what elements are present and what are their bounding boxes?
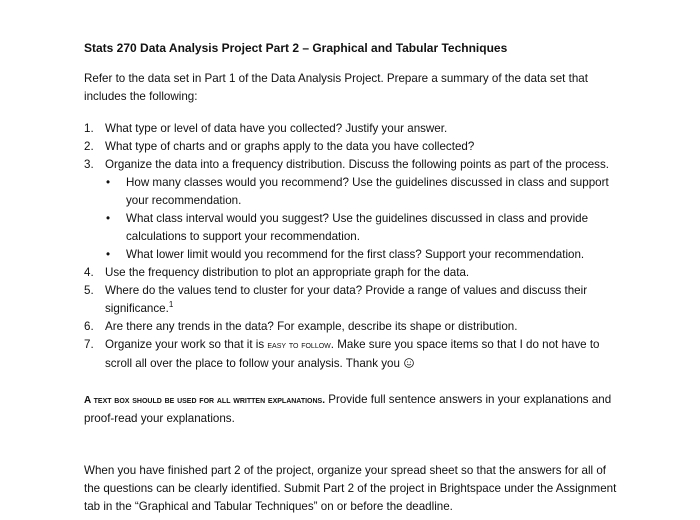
item-number: 1.: [84, 122, 94, 135]
item-number: 4.: [84, 266, 94, 279]
small-caps-phrase: easy to follow: [267, 340, 331, 351]
sub-item-text: What class interval would you suggest? Use the guidelines discussed in class and provide calculations to support your recommendation.: [126, 212, 589, 243]
bullet-icon: •: [106, 248, 111, 261]
item-number: 2.: [84, 140, 94, 153]
footnote-marker: 1: [168, 300, 174, 310]
list-item: [84, 336, 624, 373]
item-text: Use the frequency distribution to plot an appropriate graph for the data.: [105, 266, 470, 279]
list-item: [84, 264, 624, 282]
question-list: [84, 120, 624, 373]
assignment-document: [84, 38, 624, 516]
sub-item-text: How many classes would you recommend? Use the guidelines discussed in class and support your recommendation.: [126, 176, 609, 207]
textbox-instruction-lead: A text box should be used for all written explanations.: [84, 395, 326, 406]
textbox-instruction: [84, 391, 624, 428]
sub-list-item: [105, 246, 624, 264]
sub-list: [105, 174, 624, 264]
item-text-after: . Make sure you space items so that I do not have to scroll all over the place to follow your analysis. Thank you: [105, 338, 600, 370]
item-text: Are there any trends in the data? For example, describe its shape or distribution.: [105, 320, 518, 333]
item-text: Organize the data into a frequency distribution. Discuss the following points as part of the process.: [105, 158, 609, 171]
item-text: What type or level of data have you collected? Justify your answer.: [105, 122, 448, 135]
list-item: [84, 138, 624, 156]
sub-list-item: [105, 210, 624, 246]
intro-paragraph: Refer to the data set in Part 1 of the Data Analysis Project. Prepare a summary of the data set that includes the following:: [84, 72, 588, 103]
smiley-face-icon: [404, 358, 414, 368]
sub-item-text: What lower limit would you recommend for the first class? Support your recommendation.: [126, 248, 585, 261]
list-item: [84, 318, 624, 336]
item-number: 3.: [84, 158, 94, 171]
bullet-icon: •: [106, 212, 111, 225]
bullet-icon: •: [106, 176, 111, 189]
item-number: 6.: [84, 320, 94, 333]
sub-list-item: [105, 174, 624, 210]
submission-paragraph: When you have finished part 2 of the project, organize your spread sheet so that the answers for all of the questions can be clearly identified. Submit Part 2 of the project in Brightspace under the Assignment tab in the “Graphical and Tabular Techniques” on or before the deadline.: [84, 464, 617, 513]
item-number: 7.: [84, 338, 94, 351]
list-item: [84, 156, 624, 264]
list-item: [84, 282, 624, 318]
item-text: What type of charts and or graphs apply to the data you have collected?: [105, 140, 475, 153]
list-item: [84, 120, 624, 138]
textbox-instruction-rest: Provide full sentence answers in your explanations and proof-read your explanations.: [84, 393, 612, 425]
item-text: Where do the values tend to cluster for your data? Provide a range of values and discuss their significance.: [105, 284, 588, 315]
document-title: Stats 270 Data Analysis Project Part 2 – Graphical and Tabular Techniques: [84, 41, 508, 55]
item-text-before: Organize your work so that it is: [105, 338, 268, 351]
item-number: 5.: [84, 284, 94, 297]
